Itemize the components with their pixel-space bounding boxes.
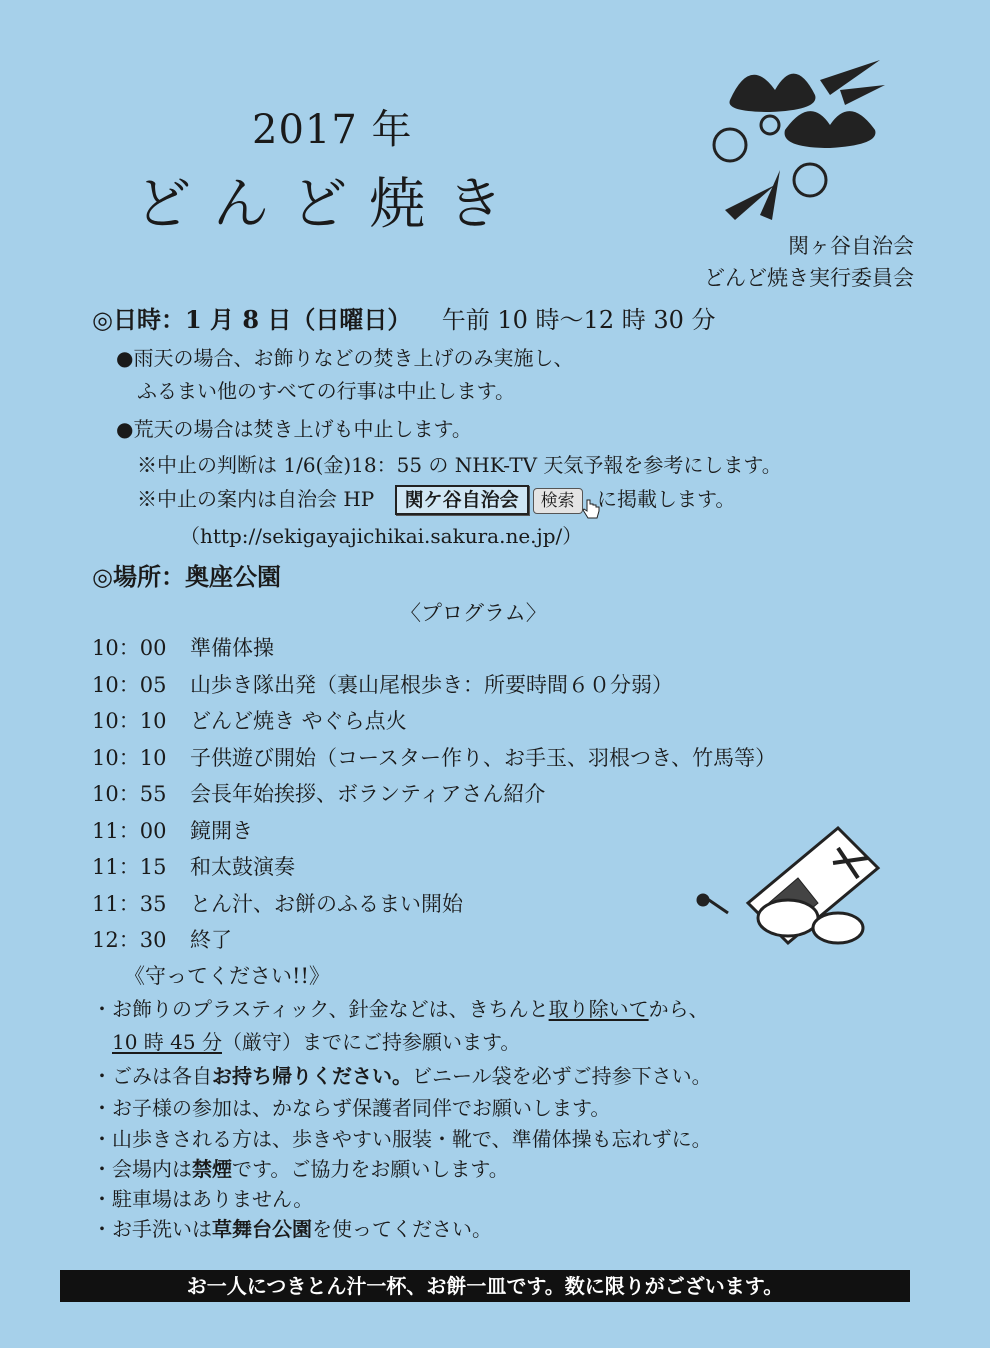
rule-text: ・お飾りのプラスティック、針金などは、きちんと: [92, 997, 549, 1021]
rule-hiking: ・山歩きされる方は、歩きやすい服装・靴で、準備体操も忘れずに。: [92, 1127, 712, 1151]
time-range: 午前 10 時～12 時 30 分: [441, 306, 716, 334]
rule-text: を使ってください。: [312, 1217, 492, 1241]
program-time: 11：00: [92, 818, 167, 843]
rule-emphasis: 取り除いて: [548, 997, 649, 1021]
rule-deadline-time: 10 時 45 分: [112, 1030, 222, 1054]
program-event: 会長年始挨拶、ボランティアさん紹介: [190, 782, 546, 806]
event-year: 2017 年: [252, 107, 413, 153]
program-time: 10：00: [92, 636, 167, 660]
event-title: どんど焼き: [135, 172, 525, 237]
program-row: [92, 851, 295, 881]
rule-text: ・お手洗いは: [92, 1217, 212, 1241]
datetime-heading: [92, 300, 716, 335]
rule-children: ・お子様の参加は、かならず保護者同伴でお願いします。: [92, 1096, 611, 1120]
program-event: 山歩き隊出発（裏山尾根歩き：所要時間６０分弱）: [190, 672, 673, 697]
date-label: ◎日時：1 月 8 日（日曜日）: [92, 305, 412, 334]
rule-text: ・会場内は: [92, 1157, 192, 1181]
rule-text: です。ご協力をお願いします。: [232, 1157, 509, 1181]
rule-text: から、: [648, 997, 709, 1021]
program-heading: 〈プログラム〉: [400, 601, 547, 625]
organizer-committee: どんど焼き実行委員会: [704, 266, 914, 290]
association-url: （http://sekigayajichikai.sakura.ne.jp/）: [180, 524, 583, 548]
pine-plum-illustration: [700, 50, 890, 230]
rule-parking: ・駐車場はありません。: [92, 1187, 314, 1211]
program-row: [92, 705, 407, 735]
cancel-info-prefix: ※中止の案内は自治会 HP: [137, 487, 375, 511]
rule-text: ビニール袋を必ずご持参下さい。: [412, 1064, 712, 1088]
storm-note: ●荒天の場合は焚き上げも中止します。: [116, 417, 472, 441]
rules-heading: 《守ってください!!》: [124, 964, 330, 988]
rule-emphasis: 禁煙: [192, 1157, 232, 1181]
rain-note-line2: ふるまい他のすべての行事は中止します。: [137, 379, 515, 403]
search-keyword-box: 関ケ谷自治会: [395, 485, 529, 515]
program-event: 和太鼓演奏: [190, 855, 295, 879]
rule-deadline: [112, 1026, 520, 1055]
program-time: 10：05: [92, 672, 167, 697]
rule-restroom: [92, 1213, 492, 1242]
rule-smoking: [92, 1153, 509, 1182]
hand-cursor-icon: [582, 499, 600, 521]
rain-note-line1: ●雨天の場合、お飾りなどの焚き上げのみ実施し、: [116, 346, 574, 370]
rule-emphasis: 草舞台公園: [212, 1217, 312, 1241]
program-row: [92, 632, 274, 662]
program-row: [92, 815, 253, 845]
search-button-label: 検索: [540, 491, 575, 511]
program-row: [92, 924, 232, 954]
program-event: 準備体操: [190, 636, 274, 660]
program-time: 10：55: [92, 782, 167, 806]
rule-emphasis: お持ち帰りください。: [212, 1064, 412, 1088]
program-event: とん汁、お餅のふるまい開始: [190, 891, 463, 916]
program-event: 終了: [190, 928, 232, 952]
program-row: [92, 742, 776, 772]
program-time: 11：35: [92, 891, 167, 916]
program-time: 12：30: [92, 928, 167, 952]
rule-text: までにご持参願います。: [301, 1030, 521, 1054]
program-row: [92, 778, 545, 808]
rule-garbage: [92, 1060, 712, 1089]
program-row: [92, 669, 673, 699]
program-time: 11：15: [92, 855, 167, 879]
program-event: 鏡開き: [190, 818, 253, 843]
newyear-toys-illustration: [688, 818, 888, 948]
organizer-association: 関ヶ谷自治会: [788, 234, 914, 258]
program-event: 子供遊び開始（コースター作り、お手玉、羽根つき、竹馬等）: [190, 745, 777, 770]
place-heading: ◎場所：奥座公園: [92, 562, 281, 591]
cancel-info-note: [137, 483, 735, 515]
rule-text: ・ごみは各自: [92, 1064, 212, 1088]
cancel-decision-note: ※中止の判断は 1/6(金)18：55 の NHK-TV 天気予報を参考にします。: [137, 453, 782, 477]
program-row: [92, 888, 463, 918]
program-time: 10：10: [92, 709, 167, 733]
footer-notice-bar: お一人につきとん汁一杯、お餅一皿です。数に限りがございます。: [60, 1270, 910, 1302]
rule-strict: （厳守）: [221, 1030, 302, 1054]
search-button: [533, 488, 583, 514]
program-time: 10：10: [92, 745, 167, 770]
program-event: どんど焼き やぐら点火: [190, 709, 407, 733]
rule-decorations: [92, 993, 709, 1022]
cancel-info-suffix: に掲載します。: [597, 487, 736, 511]
